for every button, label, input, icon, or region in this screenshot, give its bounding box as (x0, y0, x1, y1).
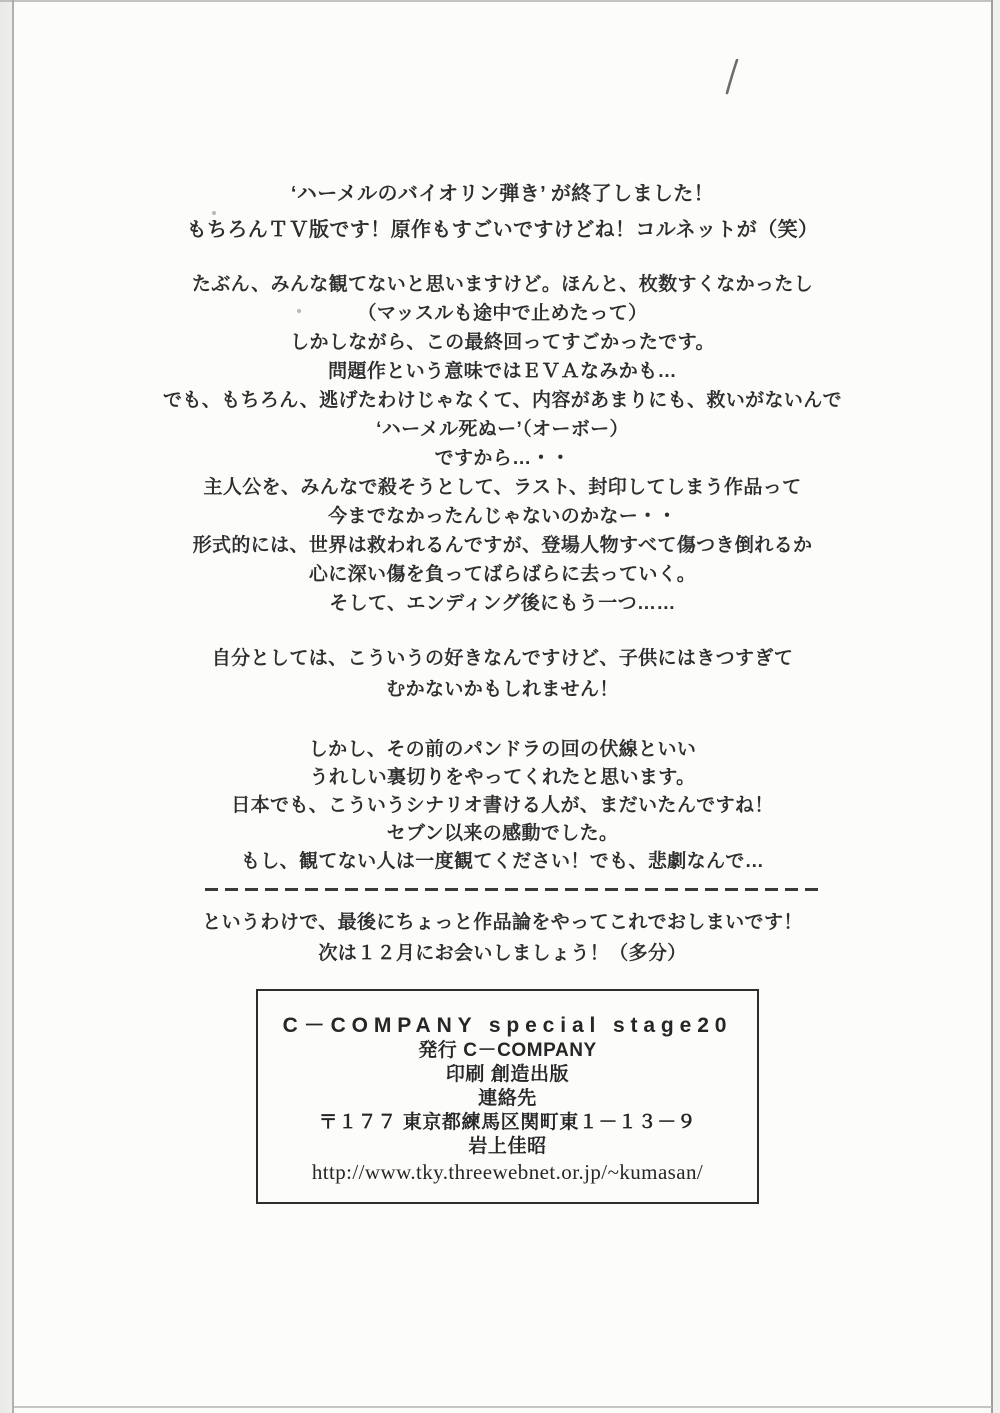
text-line: 今までなかったんじゃないのかなー・・ (328, 506, 677, 527)
colophon-contact-name: 岩上佳昭 (468, 1136, 547, 1157)
text-line: 主人公を、みんなで殺そうとして、ラスト、封印してしまう作品って (203, 477, 802, 498)
colophon-title: C－COMPANY special stage20 (282, 1014, 733, 1037)
text-line: セブン以来の感動でした。 (386, 823, 619, 844)
text-line: たぶん、みんな観てないと思いますけど。ほんと、枚数すくなかったし (191, 274, 814, 295)
text-line: しかしながら、この最終回ってすごかったです。 (290, 332, 715, 353)
text-line: うれしい裏切りをやってくれたと思います。 (309, 767, 696, 788)
paragraph-praise (13, 736, 992, 876)
text-line: 日本でも、こういうシナリオ書ける人が、まだいたんですね！ (231, 795, 774, 816)
colophon-publisher: 発行 C－COMPANY (418, 1040, 597, 1061)
dashed-divider (205, 888, 822, 891)
colophon-box (256, 989, 759, 1204)
paragraph-final-episode (13, 270, 992, 618)
text-line: 自分としては、こういうの好きなんですけど、子供にはきつすぎて (211, 648, 794, 669)
paragraph-closing (13, 907, 992, 969)
colophon-printer: 印刷 創造出版 (445, 1064, 570, 1085)
colophon-contact-label: 連絡先 (478, 1088, 537, 1109)
page-edge-top (0, 0, 1000, 2)
text-line: というわけで、最後にちょっと作品論をやってこれでおしまいです！ (202, 912, 803, 933)
text-line: むかないかもしれません！ (386, 679, 619, 700)
handwritten-slash-mark (724, 59, 740, 100)
text-line: 心に深い傷を負ってばらばらに去っていく。 (308, 564, 697, 585)
text-line: 次は１２月にお会いしましょう！（多分） (318, 943, 687, 964)
page-edge-left (0, 0, 14, 1413)
text-line: もし、観てない人は一度観てください！でも、悲劇なんで… (240, 851, 765, 872)
text-line: ですから…・・ (434, 448, 571, 469)
paragraph-opinion (13, 643, 992, 705)
text-line: ‘ハーメルのバイオリン弾き’ が終了しました！ (290, 183, 715, 205)
text-line: しかし、その前のパンドラの回の伏線といい (308, 739, 697, 760)
text-line: 問題作という意味ではＥＶＡなみかも… (328, 361, 677, 382)
text-line: 形式的には、世界は救われるんですが、登場人物すべて傷つき倒れるか (192, 535, 813, 556)
colophon-url: http://www.tky.threewebnet.or.jp/~kumasan/ (311, 1160, 704, 1184)
text-line: そして、エンディング後にもう一つ…… (329, 593, 676, 614)
paragraph-intro (13, 176, 992, 248)
page-edge-bottom (14, 1406, 992, 1408)
text-line: もちろんＴＶ版です！原作もすごいですけどね！コルネットが（笑） (186, 219, 819, 241)
text-line: でも、もちろん、逃げたわけじゃなくて、内容があまりにも、救いがないんで (162, 390, 843, 411)
colophon-address: 〒１７７ 東京都練馬区関町東１－１３－９ (318, 1112, 697, 1133)
text-line: ‘ハーメル死ぬー’（オーボー） (376, 419, 629, 440)
text-line: （マッスルも途中で止めたって） (357, 303, 648, 324)
page-edge-right (991, 0, 1000, 1413)
